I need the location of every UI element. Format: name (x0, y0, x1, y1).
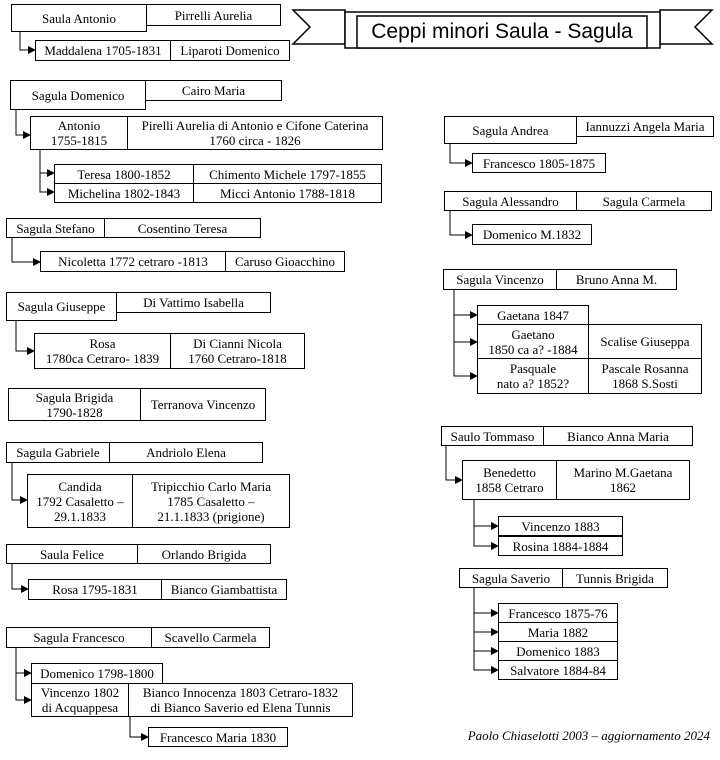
child-box: Francesco Maria 1830 (148, 727, 288, 747)
child-box: Francesco 1875-76 (498, 603, 618, 623)
spouse-box: Di Cianni Nicola 1760 Cetraro-1818 (170, 333, 305, 369)
person-box: Sagula Francesco (6, 627, 152, 648)
spouse-box: Andriolo Elena (109, 442, 263, 463)
child-box: Domenico M.1832 (472, 224, 592, 245)
spouse-box: Pirelli Aurelia di Antonio e Cifone Caterina 1760 circa - 1826 (127, 116, 383, 150)
spouse-box: Pirrelli Aurelia (146, 4, 281, 26)
child-box: Candida 1792 Casaletto – 29.1.1833 (27, 474, 133, 528)
child-box: Rosa 1780ca Cetraro- 1839 (34, 333, 171, 369)
person-box: Sagula Saverio (459, 568, 563, 588)
child-box: Salvatore 1884-84 (498, 660, 618, 680)
spouse-box: Sagula Carmela (576, 191, 712, 211)
author-credit: Paolo Chiaselotti 2003 – aggiornamento 2024 (467, 728, 710, 743)
spouse-box: Tunnis Brigida (562, 568, 668, 588)
spouse-box: Bianco Anna Maria (543, 426, 693, 446)
child-box: Rosa 1795-1831 (28, 579, 162, 600)
child-box: Nicoletta 1772 cetraro -1813 (40, 251, 226, 272)
person-box: Sagula Vincenzo (443, 269, 557, 290)
child-box: Domenico 1798-1800 (31, 663, 163, 684)
spouse-box: Chimento Michele 1797-1855 (193, 164, 382, 184)
person-box: Sagula Domenico (10, 80, 146, 110)
spouse-box: Cairo Maria (145, 80, 282, 101)
spouse-box: Terranova Vincenzo (140, 388, 266, 421)
spouse-box: Caruso Gioacchino (225, 251, 345, 272)
spouse-box: Cosentino Teresa (104, 218, 261, 238)
child-box: Gaetano 1850 ca a? -1884 (477, 324, 589, 359)
child-box: Benedetto 1858 Cetraro (462, 460, 557, 500)
child-box: Maria 1882 (498, 622, 618, 642)
person-box: Saula Felice (6, 544, 138, 564)
spouse-box: Pascale Rosanna 1868 S.Sosti (588, 358, 702, 394)
spouse-box: Di Vattimo Isabella (116, 292, 271, 313)
person-box: Sagula Gabriele (6, 442, 110, 463)
child-box: Michelina 1802-1843 (54, 183, 194, 203)
child-box: Domenico 1883 (498, 641, 618, 661)
spouse-box: Bianco Giambattista (161, 579, 287, 600)
child-box: Vincenzo 1802 di Acquappesa (31, 683, 129, 717)
spouse-box: Scavello Carmela (151, 627, 270, 648)
spouse-box: Scalise Giuseppa (588, 324, 702, 359)
child-box: Francesco 1805-1875 (472, 153, 606, 173)
child-box: Maddalena 1705-1831 (35, 40, 171, 61)
page-title: Ceppi minori Saula - Sagula (371, 20, 633, 43)
spouse-box: Orlando Brigida (137, 544, 271, 564)
child-box: Vincenzo 1883 (498, 516, 623, 536)
spouse-box: Micci Antonio 1788-1818 (193, 183, 382, 203)
spouse-box: Tripicchio Carlo Maria 1785 Casaletto – 21.1.1833 (prigione) (132, 474, 290, 528)
child-box: Gaetana 1847 (477, 305, 589, 325)
child-box: Rosina 1884-1884 (498, 536, 623, 556)
child-box: Pasquale nato a? 1852? (477, 358, 589, 394)
person-box: Sagula Andrea (444, 116, 577, 144)
child-box: Antonio 1755-1815 (30, 116, 128, 150)
person-box: Saulo Tommaso (441, 426, 544, 446)
spouse-box: Bruno Anna M. (556, 269, 677, 290)
child-box: Teresa 1800-1852 (54, 164, 194, 184)
person-box: Sagula Alessandro (444, 191, 577, 211)
spouse-box: Marino M.Gaetana 1862 (556, 460, 690, 500)
spouse-box: Iannuzzi Angela Maria (576, 116, 714, 137)
person-box: Saula Antonio (11, 4, 147, 32)
spouse-box: Liparoti Domenico (170, 40, 290, 61)
person-box: Sagula Stefano (6, 218, 105, 238)
person-box: Sagula Brigida 1790-1828 (8, 388, 141, 421)
person-box: Sagula Giuseppe (6, 292, 117, 321)
spouse-box: Bianco Innocenza 1803 Cetraro-1832 di Bianco Saverio ed Elena Tunnis (128, 683, 353, 717)
